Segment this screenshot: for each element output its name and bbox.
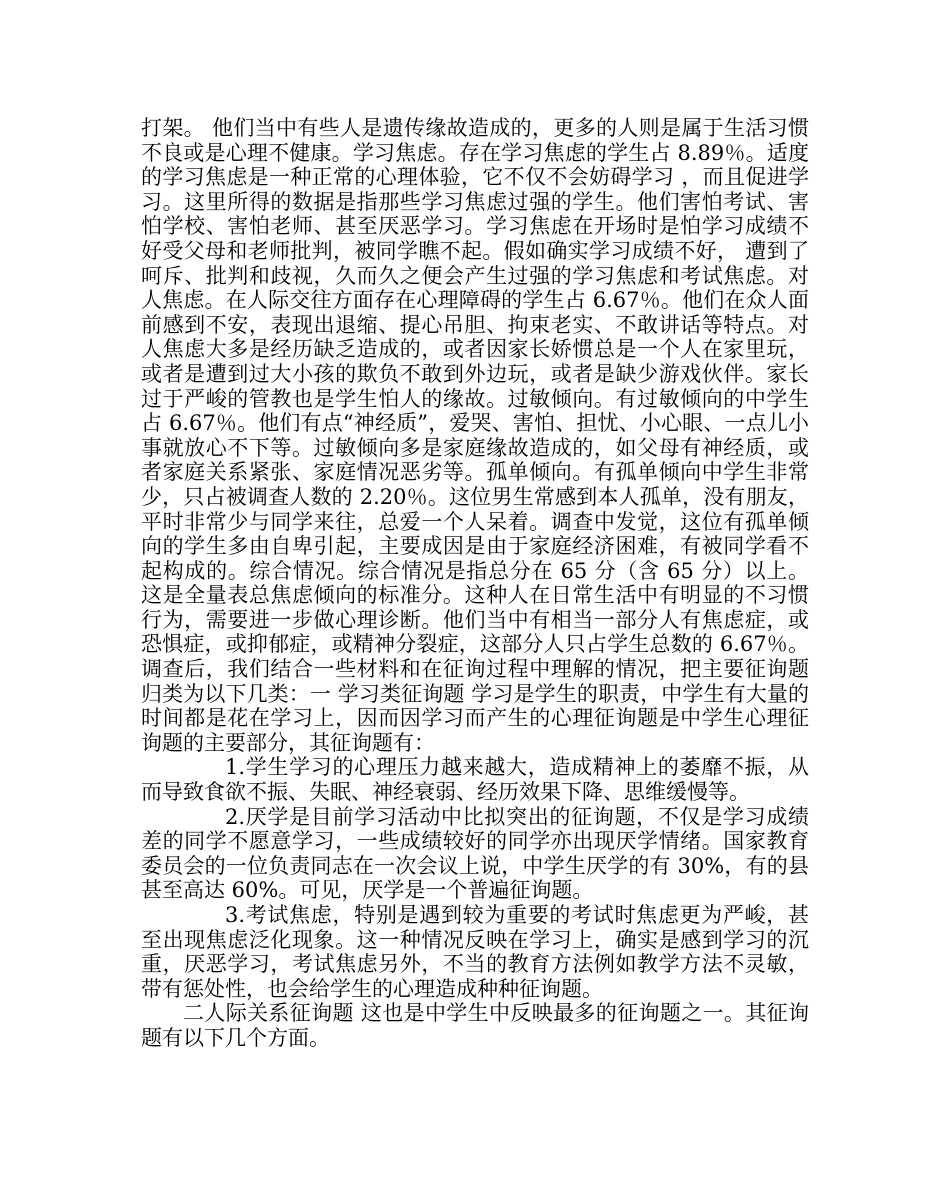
document-body — [141, 116, 816, 1051]
paragraph-intro: 打架。 他们当中有些人是遗传缘故造成的，更多的人则是属于生活习惯不良或是心理不健康。学习焦虑。存在学习焦虑的学生占 8.89％。适度的学习焦虑是一种正常的心理体验，它不仅不会妨碍学习 ，而且促进学习。这里所得的数据是指那些学习焦虑过强的学生。他们害怕考试、害怕学校、害怕老师、甚至厌恶学习。学习焦虑在开场时是怕学习成绩不好受父母和老师批判，被同学瞧不起。假如确实学习成绩不好， 遭到了呵斥、批判和歧视，久而久之便会产生过强的学习焦虑和考试焦虑。对人焦虑。在人际交往方面存在心理障碍的学生占 6.67％。他们在众人面前感到不安，表现出退缩、提心吊胆、拘束老实、不敢讲话等特点。对人焦虑大多是经历缺乏造成的，或者因家长娇惯总是一个人在家里玩， 或者是遭到过大小孩的欺负不敢到外边玩，或者是缺少游戏伙伴。家长过于严峻的管教也是学生怕人的缘故。过敏倾向。有过敏倾向的中学生占 6.67％。他们有点“神经质”，爱哭、害怕、担忧、小心眼、一点儿小事就放心不下等。过敏倾向多是家庭缘故造成的，如父母有神经质，或者家庭关系紧张、家庭情况恶劣等。孤单倾向。有孤单倾向中学生非常少，只占被调查人数的 2.20％。这位男生常感到本人孤单，没有朋友，平时非常少与同学来往，总爱一个人呆着。调查中发觉，这位有孤单倾向的学生多由自卑引起，主要成因是由于家庭经济困难，有被同学看不起构成的。综合情况。综合情况是指总分在 65 分（含 65 分）以上。这是全量表总焦虑倾向的标准分。这种人在日常生活中有明显的不习惯行为，需要进一步做心理诊断。他们当中有相当一部分人有焦虑症，或恐惧症，或抑郁症，或精神分裂症，这部分人只占学生总数的 6.67％。 调查后，我们结合一些材料和在征询过程中理解的情况，把主要征询题归类为以下几类：一 学习类征询题 学习是学生的职责，中学生有大量的时间都是花在学习上，因而因学习而产生的心理征询题是中学生心理征询题的主要部分，其征询题有： — [141, 116, 816, 755]
paragraph-item-3: 3.考试焦虑，特别是遇到较为重要的考试时焦虑更为严峻，甚至出现焦虑泛化现象。这一种情况反映在学习上，确实是感到学习的沉重，厌恶学习，考试焦虑另外，不当的教育方法例如教学方法不灵敏，带有惩处性，也会给学生的心理造成种种征询题。 — [141, 903, 809, 1001]
paragraph-item-2: 2.厌学是目前学习活动中比拟突出的征询题，不仅是学习成绩差的同学不愿意学习，一些成绩较好的同学亦出现厌学情绪。国家教育委员会的一位负责同志在一次会议上说，中学生厌学的有 30%，有的县甚至高达 60%。可见，厌学是一个普遍征询题。 — [141, 804, 809, 903]
paragraph-section-2: 二人际关系征询题 这也是中学生中反映最多的征询题之一。其征询题有以下几个方面。 — [141, 1001, 809, 1050]
paragraph-item-1: 1.学生学习的心理压力越来越大，造成精神上的萎靡不振，从而导致食欲不振、失眠、神经衰弱、经历效果下降、思维缓慢等。 — [141, 755, 809, 805]
